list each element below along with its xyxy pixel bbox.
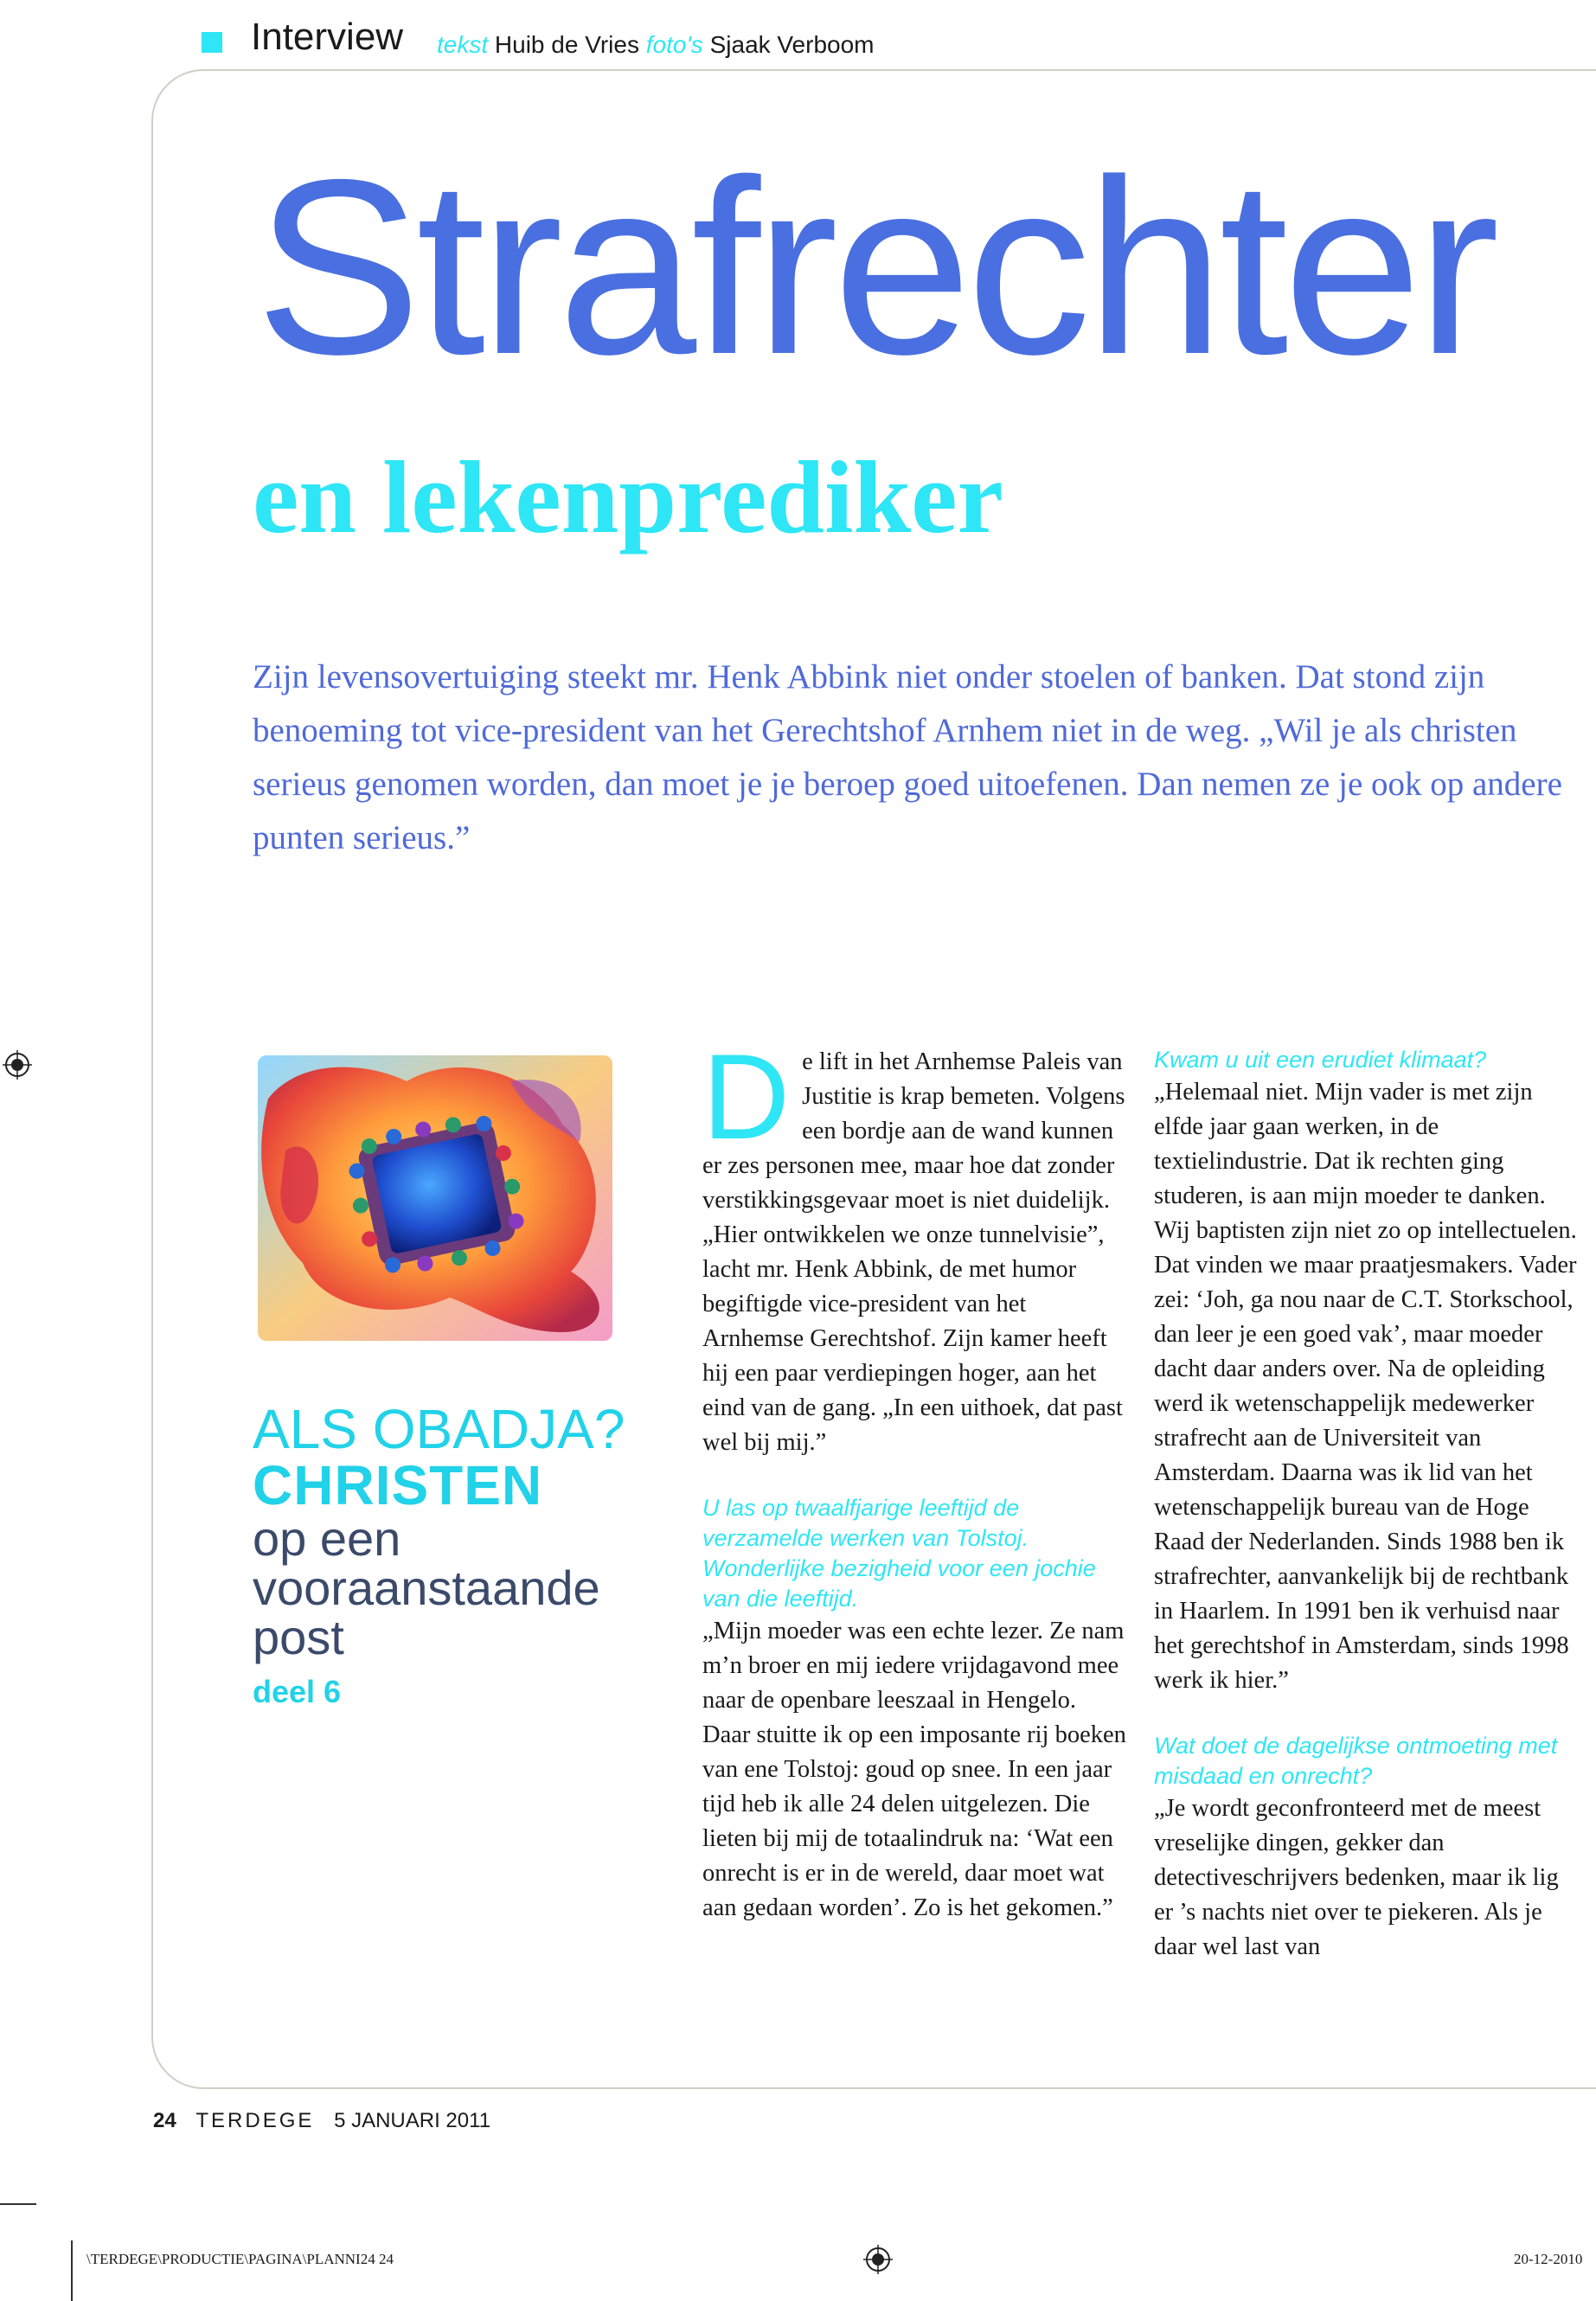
print-slug-date: 20-12-2010: [1514, 2251, 1583, 2267]
section-marker-square: [202, 32, 222, 53]
print-slug-path: \TERDEGE\PRODUCTIE\PAGINA\PLANNI24 24: [87, 2251, 394, 2267]
byline-photo-label: foto's: [645, 31, 703, 58]
series-title: CHRISTEN: [253, 1454, 543, 1516]
interview-answer: „Je wordt geconfronteerd met de meest vreselijke dingen, gekker dan detectiveschrijvers bedenken, maar ik lig er ’s nachts niet over te piekeren. Als je daar wel last van: [1154, 1795, 1559, 1960]
section-label: Interview: [251, 16, 404, 58]
series-description: op een vooraanstaande post: [253, 1511, 600, 1664]
painting-illustration: [251, 1047, 631, 1349]
registration-mark-icon: [3, 1050, 32, 1080]
byline-photographer: Sjaak Verboom: [709, 31, 875, 58]
series-kicker: ALS OBADJA?: [253, 1398, 625, 1460]
issue-date: 5 JANUARI 2011: [334, 2109, 491, 2132]
series-part: deel 6: [253, 1674, 342, 1709]
interview-question: U las op twaalfjarige leeftijd de verzamelde werken van Tolstoj. Wonderlijke bezigheid voor een jochie van die leeftijd.: [702, 1495, 1096, 1612]
registration-mark-icon: [863, 2245, 893, 2274]
interview-answer: „Helemaal niet. Mijn vader is met zijn elfde jaar gaan werken, in de textielindustrie. Dat ik rechten ging studeren, is aan mijn moeder te danken. Wij baptisten zijn niet zo op intellectuelen. Dat vinden we maar praatjesmakers. Vader zei: ‘Joh, ga nou naar de C.T. Storkschool, dan leer je een goed vak’, maar moeder dacht daar anders over. Na de opleiding werd ik wetenschappelijk medewerker strafrecht aan de Universiteit van Amsterdam. Daarna was ik lid van het wetenschappelijk bureau van de Hoge Raad der Nederlanden. Sinds 1988 ben ik strafrechter, aanvankelijk bij de rechtbank in Haarlem. In 1991 ben ik verhuisd naar het gerechtshof in Amsterdam, sinds 1998 werk ik hier.”: [1154, 1079, 1577, 1694]
article-intro: Zijn levensovertuiging steekt mr. Henk Abbink niet onder stoelen of banken. Dat stond zijn benoeming tot vice-president van het Gerechtshof Arnhem niet in de weg. „Wil je als christen serieus genomen worden, dan moet je je beroep goed uitoefenen. Dan nemen ze je ook op andere punten serieus.”: [253, 658, 1562, 856]
byline-author: Huib de Vries: [494, 31, 639, 58]
page-number: 24: [153, 2109, 176, 2132]
drop-cap: D: [702, 1029, 791, 1164]
body-column-1: [702, 1029, 1126, 1926]
article-subtitle: en lekenprediker: [253, 439, 1003, 554]
crop-mark-left: [0, 2203, 36, 2205]
body-paragraph-opening: e lift in het Arnhemse Paleis van Justitie is krap bemeten. Volgens een bordje aan de wand kunnen er zes personen mee, maar hoe dat zonder verstikkingsgevaar moet is niet duidelijk. „Hier ontwikkelen we onze tunnelvisie”, lacht mr. Henk Abbink, de met humor begiftigde vice-president van het Arnhemse Gerechtshof. Zijn kamer heeft hij een paar verdiepingen hoger, aan het eind van de gang. „In een uithoek, dat past wel bij mij.”: [702, 1048, 1125, 1456]
series-box: [253, 1398, 668, 1710]
page-folio: [153, 2109, 490, 2133]
byline: [437, 31, 874, 59]
article-title: Strafrechter: [255, 128, 1495, 407]
interview-question: Kwam u uit een erudiet klimaat?: [1154, 1047, 1487, 1073]
body-column-2: [1154, 1045, 1578, 1965]
magazine-name: TERDEGE: [195, 2109, 315, 2132]
interview-answer: „Mijn moeder was een echte lezer. Ze nam m’n broer en mij iedere vrijdagavond mee naar de openbare leeszaal in Hengelo. Daar stuitte ik op een imposante rij boeken van ene Tolstoj: goud op snee. In een jaar tijd heb ik alle 24 delen uitgelezen. Die lieten bij mij de totaalindruk na: ‘Wat een onrecht is er in de wereld, daar moet wat aan gedaan worden’. Zo is het gekomen.”: [702, 1618, 1126, 1921]
crop-mark-bottom: [71, 2240, 73, 2301]
interview-question: Wat doet de dagelijkse ontmoeting met misdaad en onrecht?: [1154, 1733, 1558, 1789]
byline-text-label: tekst: [437, 31, 489, 58]
